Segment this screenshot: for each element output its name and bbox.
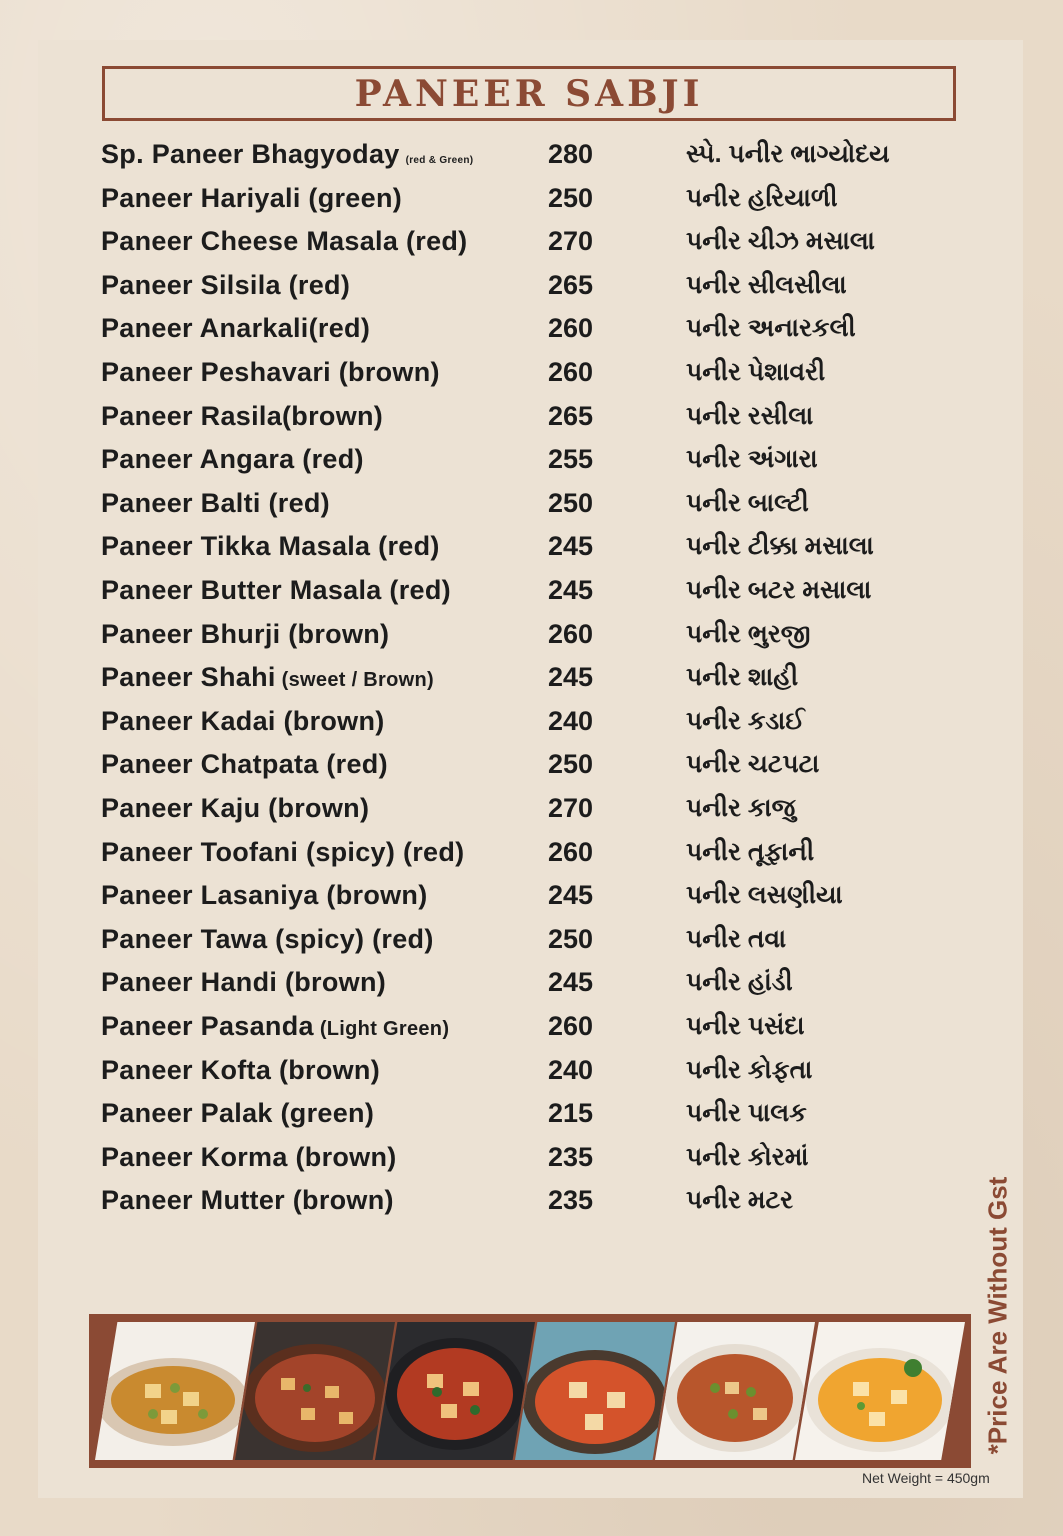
dish-price: 240 — [548, 705, 594, 736]
dish-name-gujarati: પનીર લસણીયા — [686, 881, 843, 910]
menu-item — [0, 874, 1063, 917]
dish-name — [101, 177, 402, 220]
dish-name-gujarati: પનીર અનારકલી — [686, 314, 856, 343]
dish-name-gujarati: પનીર પસંદા — [686, 1012, 805, 1040]
dish-name-gujarati: પનીર ચીઝ મસાલા — [686, 227, 875, 256]
menu-item — [0, 656, 1063, 699]
dish-name — [101, 613, 389, 656]
dish-price: 245 — [548, 662, 594, 693]
dish-note: (red & Green) — [405, 155, 474, 166]
dish-name-text: Paneer Kadai (brown) — [101, 705, 385, 736]
dish-name-gujarati: પનીર હાંડી — [686, 968, 793, 997]
menu-item — [0, 831, 1063, 874]
dish-name-text: Sp. Paneer Bhagyoday — [101, 139, 400, 169]
price-note-vertical — [982, 1170, 1014, 1460]
dish-name-text: Paneer Bhurji (brown) — [101, 618, 390, 649]
dish-name — [101, 569, 451, 612]
dish-name-gujarati: પનીર તૂફાની — [686, 837, 815, 866]
dish-name-gujarati: પનીર ચટપટા — [686, 750, 820, 779]
dish-name — [101, 1092, 374, 1135]
dish-name-gujarati: પનીર ભુરજી — [686, 619, 811, 648]
dish-name-gujarati: પનીર કોરમાં — [686, 1142, 809, 1171]
dish-name-gujarati: પનીર કડાઈ — [686, 706, 805, 735]
dish-price: 250 — [548, 182, 594, 213]
paneer-mutter-photo — [95, 1322, 255, 1460]
dish-name — [101, 874, 428, 917]
dish-name-gujarati: પનીર બટર મસાલા — [686, 576, 872, 604]
dish-name — [101, 307, 370, 350]
menu-item — [0, 787, 1063, 830]
dish-price: 265 — [548, 269, 594, 300]
menu-item — [0, 1179, 1063, 1222]
dish-price: 245 — [548, 575, 594, 605]
dish-price: 260 — [548, 1011, 594, 1041]
dish-price: 240 — [548, 1054, 594, 1085]
menu-item — [0, 961, 1063, 1004]
menu-item — [0, 395, 1063, 438]
dish-name — [101, 438, 364, 481]
dish-name-text: Paneer Kofta (brown) — [101, 1054, 381, 1085]
dish-name — [101, 351, 440, 394]
dish-name — [101, 220, 467, 263]
dish-name-text: Paneer Lasaniya (brown) — [101, 880, 428, 911]
dish-name — [101, 1136, 397, 1179]
menu-item — [0, 918, 1063, 961]
menu-item — [0, 743, 1063, 786]
net-weight: Net Weight = 450gm — [862, 1470, 990, 1486]
menu-item — [0, 438, 1063, 481]
dish-name-gujarati: પનીર કોફતા — [686, 1055, 813, 1084]
dish-name-text: Paneer Tikka Masala (red) — [101, 531, 440, 562]
dish-price: 270 — [548, 226, 594, 257]
dish-name — [101, 743, 388, 786]
dish-name-text: Paneer Toofani (spicy) (red) — [101, 836, 465, 867]
dish-name-gujarati: પનીર તવા — [686, 924, 787, 953]
menu-item — [0, 700, 1063, 743]
dish-price: 260 — [548, 618, 594, 649]
menu-item — [0, 1136, 1063, 1179]
dish-name-text: Paneer Shahi — [101, 662, 276, 693]
dish-price: 250 — [548, 487, 594, 518]
dish-name-text: Paneer Handi (brown) — [101, 967, 387, 998]
dish-price: 260 — [548, 836, 594, 867]
dish-note: (Light Green) — [319, 1018, 450, 1040]
dish-name-text: Paneer Peshavari (brown) — [101, 357, 440, 387]
menu-item — [0, 1092, 1063, 1135]
dish-name-text: Paneer Chatpata (red) — [101, 749, 388, 780]
dish-name-text: Paneer Korma (brown) — [101, 1141, 397, 1172]
dish-price: 260 — [548, 357, 594, 387]
dish-price: 260 — [548, 313, 594, 344]
dish-name — [101, 700, 385, 743]
dish-name — [101, 482, 330, 525]
menu-item — [0, 220, 1063, 263]
paneer-korma-photo — [795, 1322, 965, 1460]
dish-note: (sweet / Brown) — [281, 669, 434, 692]
dish-price: 250 — [548, 923, 594, 954]
dish-name-gujarati: પનીર ટીક્કા મસાલા — [686, 532, 874, 561]
dish-name-text: Paneer Mutter (brown) — [101, 1185, 394, 1216]
dish-name-text: Paneer Kaju (brown) — [101, 793, 370, 823]
dish-name — [101, 787, 369, 830]
dish-name — [101, 1005, 449, 1051]
dish-name — [101, 133, 473, 182]
dish-name-gujarati: પનીર પાલક — [686, 1099, 807, 1128]
menu-item — [0, 525, 1063, 568]
menu-item — [0, 569, 1063, 612]
dish-name-text: Paneer Pasanda — [101, 1011, 314, 1041]
dish-name-text: Paneer Anarkali(red) — [101, 313, 371, 344]
dish-name — [101, 525, 440, 568]
title-box — [102, 66, 956, 121]
menu-item — [0, 307, 1063, 350]
dish-price: 255 — [548, 444, 594, 475]
dish-photo-strip — [89, 1314, 971, 1468]
paneer-bhurji-photo — [235, 1322, 395, 1460]
menu-item — [0, 1005, 1063, 1048]
dish-price: 280 — [548, 139, 594, 169]
dish-name — [101, 918, 434, 961]
menu-item — [0, 482, 1063, 525]
dish-name-gujarati: પનીર હરિયાળી — [686, 183, 838, 212]
dish-name-gujarati: પનીર સીલસીલા — [686, 270, 847, 299]
dish-name-text: Paneer Balti (red) — [101, 487, 330, 518]
price-note: *Price Are Without Gst — [982, 1176, 1013, 1454]
dish-price: 250 — [548, 749, 594, 780]
dish-name-gujarati: પનીર પેશાવરી — [686, 358, 826, 386]
dish-name-text: Paneer Tawa (spicy) (red) — [101, 923, 434, 954]
dish-name-text: Paneer Silsila (red) — [101, 269, 351, 300]
dish-name — [101, 264, 350, 307]
dish-name-text: Paneer Palak (green) — [101, 1098, 375, 1129]
dish-name — [101, 656, 434, 702]
dish-name — [101, 395, 383, 438]
dish-name-gujarati: પનીર અંગારા — [686, 445, 818, 474]
dish-price: 245 — [548, 531, 594, 562]
dish-name-text: Paneer Hariyali (green) — [101, 182, 403, 213]
dish-name-gujarati: સ્પે. પનીર ભાગ્યોદય — [686, 140, 890, 168]
dish-name — [101, 961, 386, 1004]
dish-name-gujarati: પનીર શાહી — [686, 663, 799, 692]
dish-name-gujarati: પનીર રસીલા — [686, 401, 814, 430]
menu-item — [0, 133, 1063, 176]
dish-price: 270 — [548, 793, 594, 823]
menu-item — [0, 177, 1063, 220]
dish-price: 215 — [548, 1098, 594, 1129]
page-title: PANEER SABJI — [354, 72, 704, 115]
dish-name-gujarati: પનીર બાલ્ટી — [686, 488, 809, 517]
dish-name-text: Paneer Angara (red) — [101, 444, 364, 475]
dish-name-text: Paneer Cheese Masala (red) — [101, 226, 468, 257]
dish-price: 265 — [548, 400, 594, 431]
dish-name-text: Paneer Butter Masala (red) — [101, 575, 451, 605]
menu-item — [0, 351, 1063, 394]
paneer-palak-photo — [655, 1322, 815, 1460]
menu-item — [0, 1049, 1063, 1092]
menu-item — [0, 613, 1063, 656]
dish-price: 245 — [548, 967, 594, 998]
dish-name — [101, 1179, 394, 1222]
dish-name-gujarati: પનીર મટર — [686, 1186, 793, 1215]
dish-name — [101, 1049, 380, 1092]
menu-item — [0, 264, 1063, 307]
dish-name — [101, 831, 464, 874]
dish-name-text: Paneer Rasila(brown) — [101, 400, 384, 431]
dish-name-gujarati: પનીર કાજુ — [686, 794, 796, 822]
dish-price: 235 — [548, 1141, 594, 1172]
dish-price: 235 — [548, 1185, 594, 1216]
paneer-kadai-photo — [375, 1322, 535, 1460]
dish-price: 245 — [548, 880, 594, 911]
paneer-butter-masala-photo — [515, 1322, 675, 1460]
